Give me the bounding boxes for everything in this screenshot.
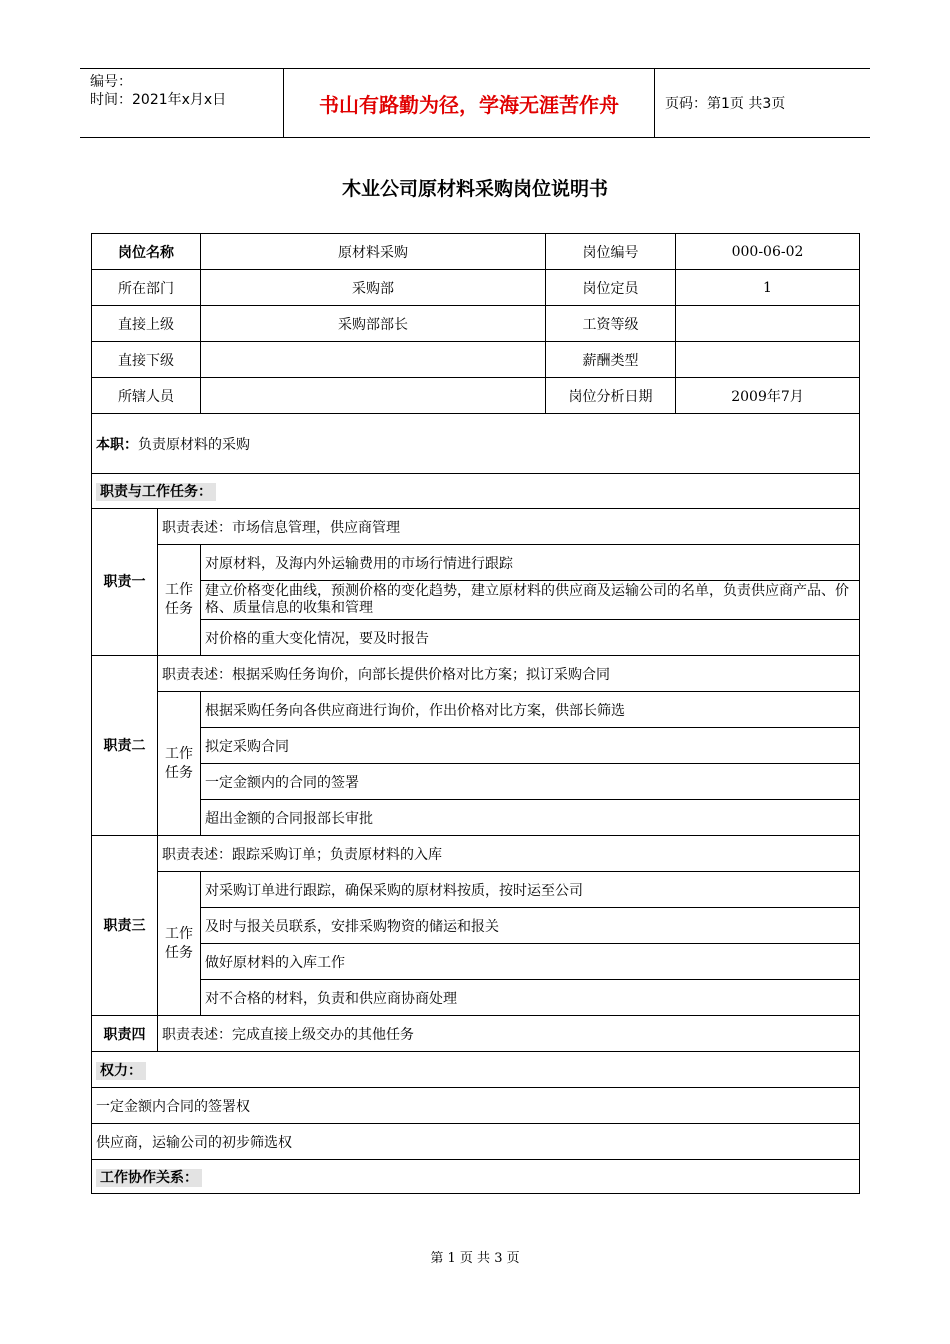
table-row [92,1088,860,1124]
table-row [92,342,860,378]
table-row [92,764,860,800]
table-row [92,908,860,944]
duty-1-task-2: 建立价格变化曲线，预测价格的变化趋势，建立原材料的供应商及运输公司的名单，负责供应商产品、价格、质量信息的收集和管理 [201,581,860,620]
table-row [92,656,860,692]
subordinate-value [201,342,546,378]
table-row [92,980,860,1016]
duty-2-name: 职责二 [92,656,158,836]
table-row [92,378,860,414]
table-row [92,872,860,908]
table-row [92,800,860,836]
post-code-value: 000-06-02 [676,234,860,270]
analysis-date-label: 岗位分析日期 [546,378,676,414]
core-duty-cell [92,414,860,474]
quota-label: 岗位定员 [546,270,676,306]
duty-1-task-1: 对原材料，及海内外运输费用的市场行情进行跟踪 [201,545,860,581]
duties-section-label: 职责与工作任务： [96,483,216,501]
table-row [92,692,860,728]
table-row [92,1016,860,1052]
cooperation-section-cell [92,1160,860,1194]
table-row [92,836,860,872]
duty-3-statement: 职责表述：跟踪采购订单；负责原材料的入库 [158,836,860,872]
table-row [92,1160,860,1194]
page-info: 页码：第1页 共3页 [665,96,786,112]
authority-item-1: 一定金额内合同的签署权 [92,1088,860,1124]
table-row [92,545,860,581]
table-row [92,944,860,980]
table-row [92,728,860,764]
duties-section-cell [92,474,860,509]
duty-1-task-3: 对价格的重大变化情况，要及时报告 [201,620,860,656]
table-row [92,306,860,342]
duty-1-name: 职责一 [92,509,158,656]
table-row [92,1052,860,1088]
duty-3-task-4: 对不合格的材料，负责和供应商协商处理 [201,980,860,1016]
authority-section-cell [92,1052,860,1088]
pay-type-label: 薪酬类型 [546,342,676,378]
table-row [92,414,860,474]
document-title: 木业公司原材料采购岗位说明书 [341,178,608,200]
duty-3-name: 职责三 [92,836,158,1016]
time-label: 时间：2021年x月x日 [90,92,227,108]
duty-2-task-label: 工作任务 [158,692,201,836]
pay-type-value [676,342,860,378]
duty-3-task-1: 对采购订单进行跟踪，确保采购的原材料按质，按时运至公司 [201,872,860,908]
table-row [92,1124,860,1160]
quota-value: 1 [676,270,860,306]
duty-2-task-3: 一定金额内的合同的签署 [201,764,860,800]
post-name-label: 岗位名称 [92,234,201,270]
table-row [92,509,860,545]
salary-grade-label: 工资等级 [546,306,676,342]
authority-item-2: 供应商，运输公司的初步筛选权 [92,1124,860,1160]
duty-1-task-label: 工作任务 [158,545,201,656]
duty-2-task-2: 拟定采购合同 [201,728,860,764]
subordinate-label: 直接下级 [92,342,201,378]
duty-3-task-label: 工作任务 [158,872,201,1016]
salary-grade-value [676,306,860,342]
duty-2-task-4: 超出金额的合同报部长审批 [201,800,860,836]
duty-3-task-2: 及时与报关员联系，安排采购物资的储运和报关 [201,908,860,944]
duty-4-name: 职责四 [92,1016,158,1052]
table-row [92,620,860,656]
table-row [92,474,860,509]
authority-label: 权力： [96,1062,146,1080]
page-header [80,68,870,138]
dept-value: 采购部 [201,270,546,306]
staff-label: 所辖人员 [92,378,201,414]
duty-1-statement: 职责表述：市场信息管理，供应商管理 [158,509,860,545]
post-code-label: 岗位编号 [546,234,676,270]
duty-3-task-3: 做好原材料的入库工作 [201,944,860,980]
post-name-value: 原材料采购 [201,234,546,270]
dept-label: 所在部门 [92,270,201,306]
superior-value: 采购部部长 [201,306,546,342]
table-row [92,270,860,306]
page-footer: 第 1 页 共 3 页 [430,1251,520,1266]
core-duty-text: 负责原材料的采购 [138,436,250,453]
header-motto: 书山有路勤为径，学海无涯苦作舟 [283,69,655,137]
duty-2-statement: 职责表述：根据采购任务询价，向部长提供价格对比方案；拟订采购合同 [158,656,860,692]
header-meta [80,69,282,137]
analysis-date-value: 2009年7月 [676,378,860,414]
superior-label: 直接上级 [92,306,201,342]
table-row [92,581,860,620]
core-duty-label: 本职： [96,436,138,453]
staff-value [201,378,546,414]
duty-4-statement: 职责表述：完成直接上级交办的其他任务 [158,1016,860,1052]
job-description-table [91,233,860,1194]
code-label: 编号： [90,74,132,90]
duty-2-task-1: 根据采购任务向各供应商进行询价，作出价格对比方案，供部长筛选 [201,692,860,728]
table-row [92,234,860,270]
cooperation-label: 工作协作关系： [96,1169,202,1187]
